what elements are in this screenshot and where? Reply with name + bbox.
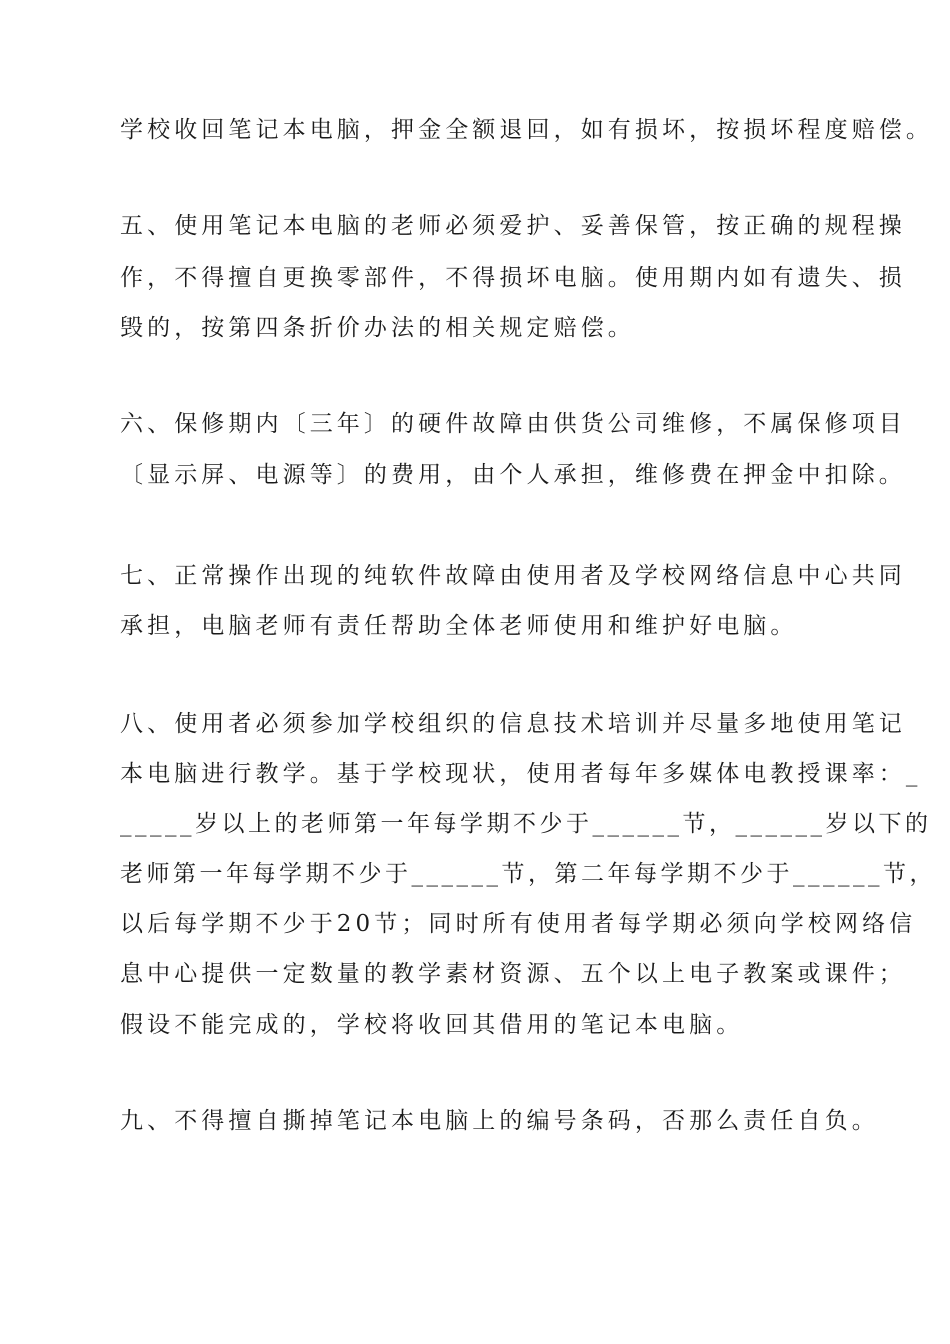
text-line: 八、使用者必须参加学校组织的信息技术培训并尽量多地使用笔记 xyxy=(120,711,906,737)
text-line: 七、正常操作出现的纯软件故障由使用者及学校网络信息中心共同 xyxy=(120,563,906,589)
text-line: 老师第一年每学期不少于______节，第二年每学期不少于______节， xyxy=(120,861,936,887)
text-line: 六、保修期内〔三年〕的硬件故障由供货公司维修，不属保修项目 xyxy=(120,411,906,437)
text-line: 假设不能完成的，学校将收回其借用的笔记本电脑。 xyxy=(120,1012,744,1038)
text-line: 学校收回笔记本电脑，押金全额退回，如有损坏，按损坏程度赔偿。 xyxy=(120,117,933,143)
text-line: 承担，电脑老师有责任帮助全体老师使用和维护好电脑。 xyxy=(120,613,798,639)
text-line: 九、不得擅自撕掉笔记本电脑上的编号条码，否那么责任自负。 xyxy=(120,1108,879,1134)
text-line: 作，不得擅自更换零部件，不得损坏电脑。使用期内如有遗失、损 xyxy=(120,265,906,291)
text-line: 本电脑进行教学。基于学校现状，使用者每年多媒体电教授课率：_ xyxy=(120,761,922,787)
text-line: 〔显示屏、电源等〕的费用，由个人承担，维修费在押金中扣除。 xyxy=(120,462,906,488)
text-line: 息中心提供一定数量的教学素材资源、五个以上电子教案或课件； xyxy=(120,961,906,987)
text-line: 五、使用笔记本电脑的老师必须爱护、妥善保管，按正确的规程操 xyxy=(120,213,906,239)
text-line: _____岁以上的老师第一年每学期不少于______节，______岁以下的 xyxy=(120,811,932,837)
text-line: 毁的，按第四条折价办法的相关规定赔偿。 xyxy=(120,315,635,341)
text-line: 以后每学期不少于20节；同时所有使用者每学期必须向学校网络信 xyxy=(120,911,917,937)
